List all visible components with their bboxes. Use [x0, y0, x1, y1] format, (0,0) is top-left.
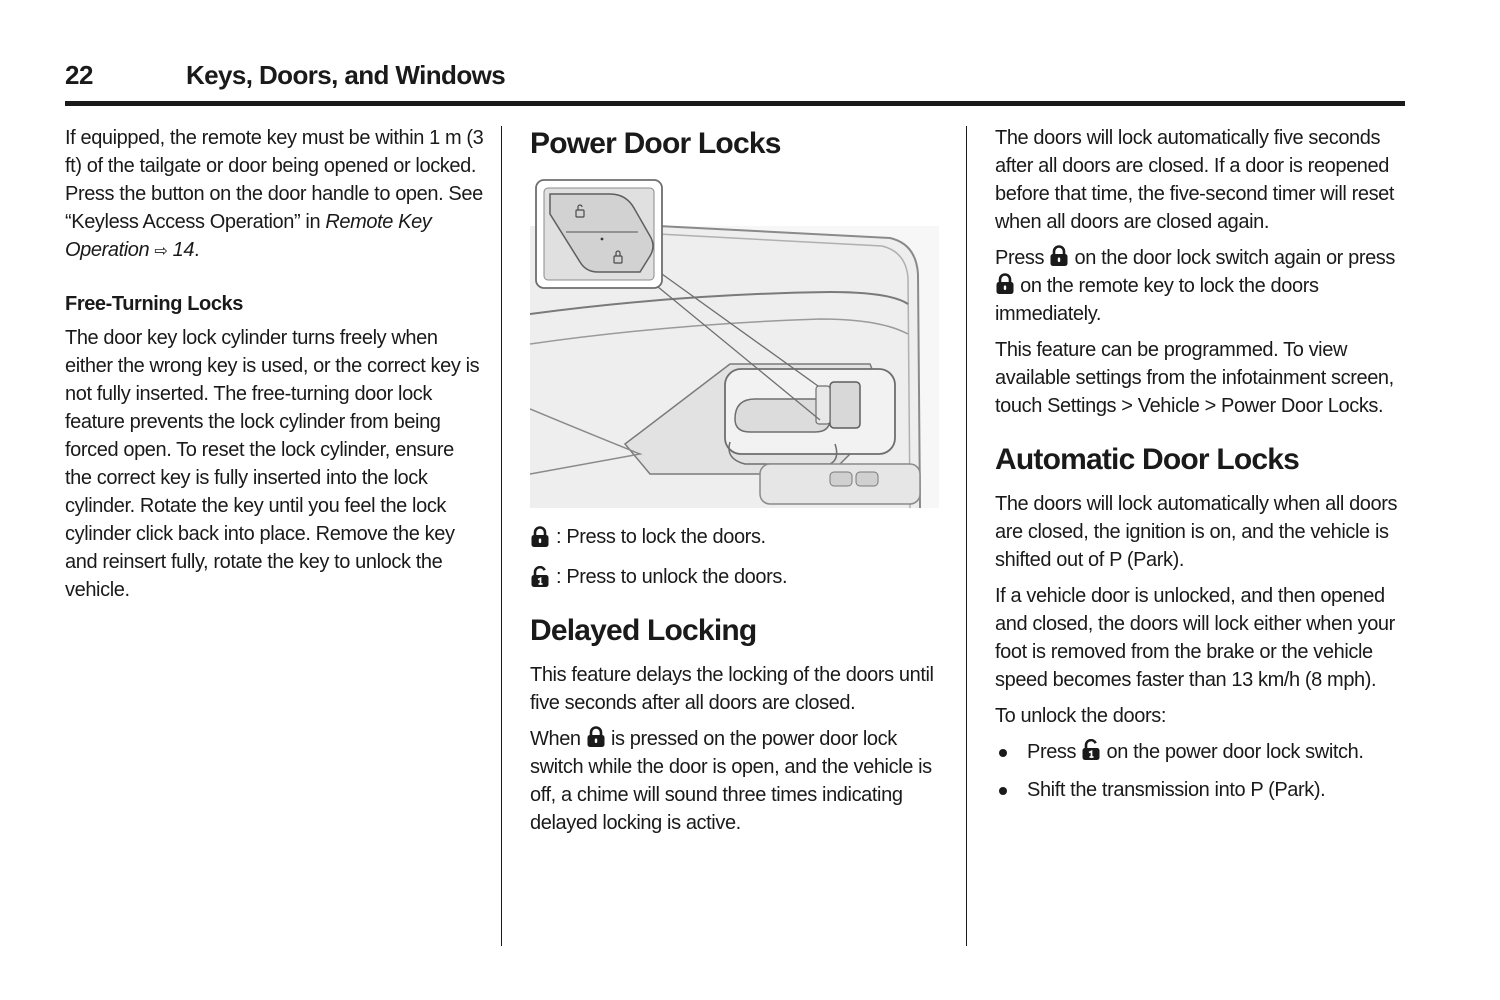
delayed-text-after: is pressed on the power door lock switch while the door is open, and the vehicle is off, a chime will sound three times indicating delayed locking is active.: [530, 728, 932, 834]
chapter-title: Keys, Doors, and Windows: [186, 60, 506, 90]
remote-key-operation-link[interactable]: Remote Key Operation: [65, 211, 432, 261]
automatic-paragraph-1: The doors will lock automatically when all doors are closed, the ignition is on, and the vehicle is shifted out of P (Park).: [995, 493, 1398, 571]
lock-icon: [530, 526, 550, 548]
power-door-locks-heading: Power Door Locks: [530, 127, 781, 160]
lock-legend-text: : Press to lock the doors.: [556, 526, 766, 548]
list-item: [995, 776, 1415, 804]
free-turning-locks-heading: Free-Turning Locks: [65, 293, 244, 315]
delayed-paragraph-1: This feature delays the locking of the doors until five seconds after all doors are closed.: [530, 664, 934, 714]
delayed-text-before: When: [530, 728, 581, 750]
unlock-steps-list: [995, 738, 1415, 804]
lock-icon: [586, 726, 606, 748]
automatic-door-locks-heading: Automatic Door Locks: [995, 443, 1300, 476]
free-turning-paragraph: The door key lock cylinder turns freely when either the wrong key is used, or the correct key is not fully inserted. The free-turning door lock feature prevents the lock cylinder from being forced open. To reset the lock cylinder, ensure the correct key is fully inserted into the lock cylinder. Rotate the key until you feel the lock cylinder click back into place. Remove the key and reinsert fully, rotate the key to unlock the vehicle.: [65, 327, 480, 601]
press-text: Press: [995, 247, 1045, 269]
intro-text: If equipped, the remote key must be within 1 m (3 ft) of the tailgate or door being opened or locked. Press the button on the door handle to open. See “Keyless Access Operation” in: [65, 127, 484, 233]
unlock-intro: To unlock the doors:: [995, 705, 1166, 727]
door-lock-switch-illustration: [530, 174, 940, 509]
column-right: [995, 124, 1415, 814]
press-middle-text: on the door lock switch again or press: [1074, 247, 1396, 269]
lock-legend: [530, 523, 950, 551]
automatic-paragraph-2: If a vehicle door is unlocked, and then opened and closed, the doors will lock either when your foot is removed from the brake or the vehicle speed becomes faster than 13 km/h (8 mph).: [995, 585, 1395, 691]
bullet-text-before: Press: [1027, 741, 1077, 763]
bullet-text-after: on the power door lock switch.: [1106, 741, 1364, 763]
delayed-paragraph-2: [530, 725, 950, 837]
list-item: [995, 738, 1415, 766]
unlock-icon: [530, 566, 550, 588]
lock-icon: [995, 273, 1015, 295]
lock-icon: [1049, 245, 1069, 267]
programmable-paragraph: This feature can be programmed. To view available settings from the infotainment screen, touch Settings > Vehicle > Power Door Locks.: [995, 339, 1394, 417]
page-reference[interactable]: 14: [172, 239, 195, 261]
page-header: [65, 58, 1405, 106]
unlock-legend: [530, 563, 950, 591]
press-after-text: on the remote key to lock the doors immediately.: [995, 275, 1319, 325]
page-number: 22: [65, 60, 93, 90]
bullet-text: Shift the transmission into P (Park).: [1027, 779, 1326, 801]
intro-paragraph: If equipped, the remote key must be within 1 m (3 ft) of the tailgate or door being opened or locked. Press the button on the door handle to open. See “Keyless Access Operation” in Remote Key Operation ⇨ 14.: [65, 127, 484, 261]
column-middle: [530, 124, 950, 845]
page-reference-arrow-icon: ⇨: [154, 243, 168, 260]
column-left: [65, 124, 485, 612]
bullet-icon: [999, 787, 1007, 795]
auto-five-second-paragraph: The doors will lock automatically five seconds after all doors are closed. If a door is reopened before that time, the five-second timer will reset when all doors are closed again.: [995, 127, 1395, 233]
press-lock-paragraph: [995, 244, 1415, 328]
column-divider: [501, 126, 502, 946]
bullet-icon: [999, 749, 1007, 757]
column-divider: [966, 126, 967, 946]
delayed-locking-heading: Delayed Locking: [530, 614, 757, 647]
unlock-icon: [1081, 739, 1101, 761]
unlock-legend-text: : Press to unlock the doors.: [556, 566, 788, 588]
